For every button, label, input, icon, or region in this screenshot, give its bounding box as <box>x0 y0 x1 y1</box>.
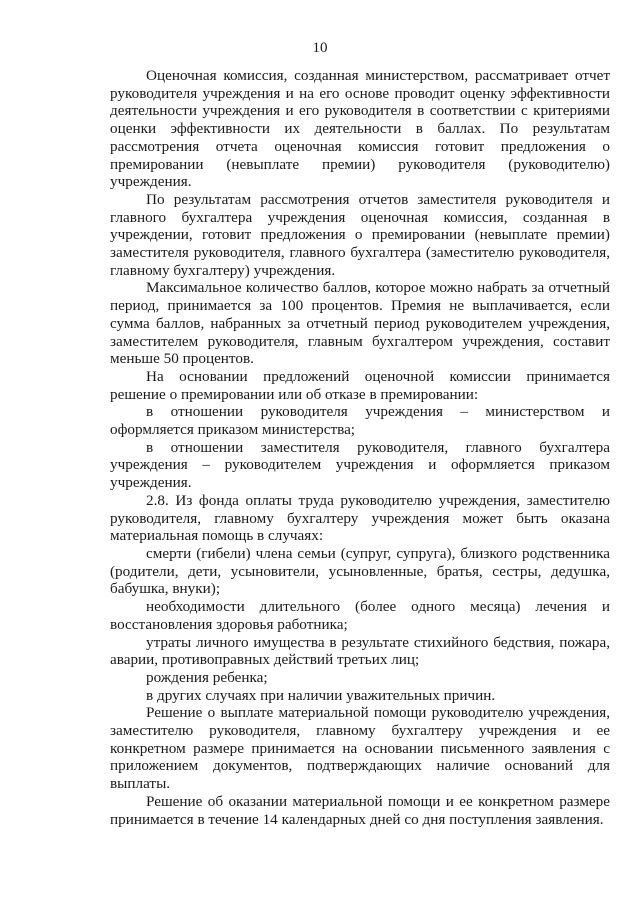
list-item: в отношении руководителя учреждения – министерством и оформляется приказом министерства; <box>110 403 610 439</box>
page-number: 10 <box>312 40 328 56</box>
document-body <box>110 67 610 828</box>
list-item: необходимости длительного (более одного месяца) лечения и восстановления здоровья работника; <box>110 598 610 633</box>
list-item: смерти (гибели) члена семьи (супруг, супруга), близкого родственника (родители, дети, усыновители, усыновленные, братья, сестры, дедушка, бабушка, внуки); <box>110 544 610 598</box>
paragraph: Решение об оказании материальной помощи и ее конкретном размере принимается в течение 14 календарных дней со дня поступления заявления. <box>110 792 610 828</box>
list-item: в отношении заместителя руководителя, главного бухгалтера учреждения – руководителем учреждения и оформляется приказом учреждения. <box>110 438 610 492</box>
list-item: в других случаях при наличии уважительных причин. <box>146 686 496 704</box>
paragraph: Оценочная комиссия, созданная министерством, рассматривает отчет руководителя учреждения и на его основе проводит оценку эффективности деятельности учреждения и его руководителя в соответствии с критериями оценки эффективности их деятельности в баллах. По результатам рассмотрения отчета оценочная комиссия готовит предложения о премировании (невыплате премии) руководителя (руководителю) учреждения. <box>110 67 610 191</box>
section-paragraph: 2.8. Из фонда оплаты труда руководителю учреждения, заместителю руководителя, главному бухгалтеру учреждения может быть оказана материальная помощь в случаях: <box>110 491 610 545</box>
list-item: рождения ребенка; <box>146 668 268 686</box>
paragraph: На основании предложений оценочной комиссии принимается решение о премировании или об отказе в премировании: <box>110 367 610 403</box>
list-item: утраты личного имущества в результате стихийного бедствия, пожара, аварии, противоправных действий третьих лиц; <box>110 633 610 669</box>
paragraph: Решение о выплате материальной помощи руководителю учреждения, заместителю руководителя, главному бухгалтеру учреждения и ее конкретном размере принимается на основании письменного заявления с приложением документов, подтверждающих наличие оснований для выплаты. <box>110 704 610 793</box>
paragraph: По результатам рассмотрения отчетов заместителя руководителя и главного бухгалтера учреждения оценочная комиссия, созданная в учреждении, готовит предложения о премировании (невыплате премии) заместителя руководителя, главного бухгалтера (заместителю руководителя, главному бухгалтеру) учреждения. <box>110 190 610 279</box>
paragraph: Максимальное количество баллов, которое можно набрать за отчетный период, принимается за 100 процентов. Премия не выплачивается, если сумма баллов, набранных за отчетный период руководителем учреждения, заместителем руководителя, главным бухгалтером учреждения, составит меньше 50 процентов. <box>110 279 610 368</box>
